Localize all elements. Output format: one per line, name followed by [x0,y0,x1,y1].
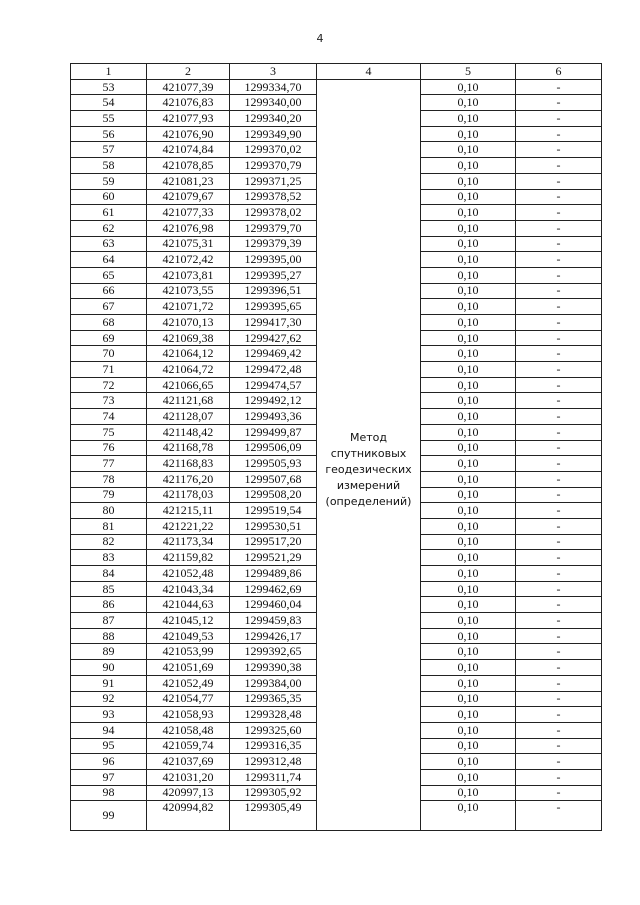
x-coordinate-cell: 421076,90 [147,126,230,142]
description-cell: - [516,267,602,283]
x-coordinate-cell: 421049,53 [147,628,230,644]
x-coordinate-cell: 421078,85 [147,158,230,174]
y-coordinate-cell: 1299392,65 [230,644,317,660]
description-cell: - [516,613,602,629]
point-number-cell: 72 [71,377,147,393]
description-cell: - [516,581,602,597]
y-coordinate-cell: 1299305,92 [230,785,317,801]
description-cell: - [516,534,602,550]
y-coordinate-cell: 1299519,54 [230,503,317,519]
accuracy-cell: 0,10 [421,252,516,268]
accuracy-cell: 0,10 [421,142,516,158]
description-cell: - [516,330,602,346]
x-coordinate-cell: 421071,72 [147,299,230,315]
accuracy-cell: 0,10 [421,691,516,707]
accuracy-cell: 0,10 [421,534,516,550]
y-coordinate-cell: 1299530,51 [230,518,317,534]
accuracy-cell: 0,10 [421,362,516,378]
column-header: 5 [421,64,516,80]
x-coordinate-cell: 421072,42 [147,252,230,268]
point-number-cell: 79 [71,487,147,503]
description-cell: - [516,471,602,487]
accuracy-cell: 0,10 [421,126,516,142]
point-number-cell: 96 [71,754,147,770]
y-coordinate-cell: 1299459,83 [230,613,317,629]
point-number-cell: 92 [71,691,147,707]
description-cell: - [516,158,602,174]
point-number-cell: 59 [71,173,147,189]
y-coordinate-cell: 1299371,25 [230,173,317,189]
point-number-cell: 87 [71,613,147,629]
y-coordinate-cell: 1299472,48 [230,362,317,378]
y-coordinate-cell: 1299396,51 [230,283,317,299]
x-coordinate-cell: 421073,55 [147,283,230,299]
accuracy-cell: 0,10 [421,487,516,503]
x-coordinate-cell: 421044,63 [147,597,230,613]
description-cell: - [516,691,602,707]
description-cell: - [516,299,602,315]
x-coordinate-cell: 421037,69 [147,754,230,770]
x-coordinate-cell: 421054,77 [147,691,230,707]
point-number-cell: 64 [71,252,147,268]
accuracy-cell: 0,10 [421,95,516,111]
x-coordinate-cell: 421058,93 [147,707,230,723]
point-number-cell: 61 [71,205,147,221]
table-header-row [71,64,602,80]
x-coordinate-cell: 421168,78 [147,440,230,456]
description-cell: - [516,111,602,127]
point-number-cell: 74 [71,409,147,425]
description-cell: - [516,173,602,189]
description-cell: - [516,393,602,409]
y-coordinate-cell: 1299390,38 [230,660,317,676]
y-coordinate-cell: 1299340,20 [230,111,317,127]
x-coordinate-cell: 421173,34 [147,534,230,550]
x-coordinate-cell: 421077,33 [147,205,230,221]
x-coordinate-cell: 421076,98 [147,220,230,236]
point-number-cell: 67 [71,299,147,315]
x-coordinate-cell: 421077,93 [147,111,230,127]
accuracy-cell: 0,10 [421,189,516,205]
description-cell: - [516,362,602,378]
accuracy-cell: 0,10 [421,205,516,221]
column-header: 6 [516,64,602,80]
y-coordinate-cell: 1299328,48 [230,707,317,723]
point-number-cell: 81 [71,518,147,534]
description-cell: - [516,487,602,503]
column-header: 1 [71,64,147,80]
accuracy-cell: 0,10 [421,801,516,831]
method-cell: Метод спутниковых геодезических измерений (определений) [317,79,421,831]
y-coordinate-cell: 1299395,27 [230,267,317,283]
y-coordinate-cell: 1299379,39 [230,236,317,252]
x-coordinate-cell: 421221,22 [147,518,230,534]
accuracy-cell: 0,10 [421,518,516,534]
accuracy-cell: 0,10 [421,79,516,95]
point-number-cell: 75 [71,424,147,440]
y-coordinate-cell: 1299517,20 [230,534,317,550]
y-coordinate-cell: 1299506,09 [230,440,317,456]
y-coordinate-cell: 1299340,00 [230,95,317,111]
description-cell: - [516,801,602,831]
accuracy-cell: 0,10 [421,754,516,770]
y-coordinate-cell: 1299492,12 [230,393,317,409]
y-coordinate-cell: 1299316,35 [230,738,317,754]
point-number-cell: 82 [71,534,147,550]
x-coordinate-cell: 421064,12 [147,346,230,362]
y-coordinate-cell: 1299311,74 [230,769,317,785]
x-coordinate-cell: 421075,31 [147,236,230,252]
y-coordinate-cell: 1299507,68 [230,471,317,487]
accuracy-cell: 0,10 [421,346,516,362]
y-coordinate-cell: 1299370,02 [230,142,317,158]
accuracy-cell: 0,10 [421,220,516,236]
accuracy-cell: 0,10 [421,330,516,346]
description-cell: - [516,205,602,221]
x-coordinate-cell: 421074,84 [147,142,230,158]
x-coordinate-cell: 420997,13 [147,785,230,801]
description-cell: - [516,644,602,660]
y-coordinate-cell: 1299378,52 [230,189,317,205]
x-coordinate-cell: 421168,83 [147,456,230,472]
x-coordinate-cell: 421052,48 [147,566,230,582]
accuracy-cell: 0,10 [421,785,516,801]
point-number-cell: 70 [71,346,147,362]
accuracy-cell: 0,10 [421,660,516,676]
point-number-cell: 99 [71,801,147,831]
x-coordinate-cell: 421176,20 [147,471,230,487]
description-cell: - [516,550,602,566]
column-header: 2 [147,64,230,80]
x-coordinate-cell: 421064,72 [147,362,230,378]
table-body [71,79,602,831]
description-cell: - [516,346,602,362]
point-number-cell: 54 [71,95,147,111]
description-cell: - [516,126,602,142]
y-coordinate-cell: 1299489,86 [230,566,317,582]
description-cell: - [516,283,602,299]
point-number-cell: 91 [71,675,147,691]
point-number-cell: 57 [71,142,147,158]
description-cell: - [516,440,602,456]
y-coordinate-cell: 1299365,35 [230,691,317,707]
point-number-cell: 66 [71,283,147,299]
y-coordinate-cell: 1299395,00 [230,252,317,268]
x-coordinate-cell: 421052,49 [147,675,230,691]
table-row [71,79,602,95]
description-cell: - [516,722,602,738]
point-number-cell: 71 [71,362,147,378]
y-coordinate-cell: 1299384,00 [230,675,317,691]
accuracy-cell: 0,10 [421,550,516,566]
accuracy-cell: 0,10 [421,440,516,456]
accuracy-cell: 0,10 [421,409,516,425]
point-number-cell: 76 [71,440,147,456]
y-coordinate-cell: 1299334,70 [230,79,317,95]
accuracy-cell: 0,10 [421,471,516,487]
description-cell: - [516,628,602,644]
y-coordinate-cell: 1299474,57 [230,377,317,393]
y-coordinate-cell: 1299462,69 [230,581,317,597]
description-cell: - [516,503,602,519]
description-cell: - [516,518,602,534]
y-coordinate-cell: 1299378,02 [230,205,317,221]
description-cell: - [516,377,602,393]
description-cell: - [516,189,602,205]
description-cell: - [516,424,602,440]
x-coordinate-cell: 421128,07 [147,409,230,425]
x-coordinate-cell: 421148,42 [147,424,230,440]
point-number-cell: 98 [71,785,147,801]
y-coordinate-cell: 1299395,65 [230,299,317,315]
point-number-cell: 56 [71,126,147,142]
y-coordinate-cell: 1299505,93 [230,456,317,472]
x-coordinate-cell: 421051,69 [147,660,230,676]
point-number-cell: 77 [71,456,147,472]
x-coordinate-cell: 421066,65 [147,377,230,393]
description-cell: - [516,79,602,95]
x-coordinate-cell: 421159,82 [147,550,230,566]
column-header: 4 [317,64,421,80]
accuracy-cell: 0,10 [421,503,516,519]
accuracy-cell: 0,10 [421,456,516,472]
accuracy-cell: 0,10 [421,283,516,299]
point-number-cell: 88 [71,628,147,644]
x-coordinate-cell: 421043,34 [147,581,230,597]
point-number-cell: 89 [71,644,147,660]
accuracy-cell: 0,10 [421,424,516,440]
point-number-cell: 73 [71,393,147,409]
column-header: 3 [230,64,317,80]
accuracy-cell: 0,10 [421,722,516,738]
description-cell: - [516,785,602,801]
description-cell: - [516,456,602,472]
x-coordinate-cell: 421053,99 [147,644,230,660]
x-coordinate-cell: 421081,23 [147,173,230,189]
point-number-cell: 58 [71,158,147,174]
y-coordinate-cell: 1299499,87 [230,424,317,440]
x-coordinate-cell: 421077,39 [147,79,230,95]
x-coordinate-cell: 421178,03 [147,487,230,503]
description-cell: - [516,409,602,425]
x-coordinate-cell: 421045,12 [147,613,230,629]
y-coordinate-cell: 1299349,90 [230,126,317,142]
x-coordinate-cell: 421076,83 [147,95,230,111]
y-coordinate-cell: 1299370,79 [230,158,317,174]
x-coordinate-cell: 421059,74 [147,738,230,754]
point-number-cell: 95 [71,738,147,754]
y-coordinate-cell: 1299508,20 [230,487,317,503]
accuracy-cell: 0,10 [421,173,516,189]
accuracy-cell: 0,10 [421,315,516,331]
point-number-cell: 69 [71,330,147,346]
x-coordinate-cell: 421121,68 [147,393,230,409]
point-number-cell: 55 [71,111,147,127]
accuracy-cell: 0,10 [421,644,516,660]
description-cell: - [516,95,602,111]
point-number-cell: 90 [71,660,147,676]
point-number-cell: 63 [71,236,147,252]
description-cell: - [516,754,602,770]
point-number-cell: 68 [71,315,147,331]
point-number-cell: 86 [71,597,147,613]
accuracy-cell: 0,10 [421,581,516,597]
point-number-cell: 83 [71,550,147,566]
description-cell: - [516,707,602,723]
y-coordinate-cell: 1299469,42 [230,346,317,362]
x-coordinate-cell: 421070,13 [147,315,230,331]
point-number-cell: 65 [71,267,147,283]
y-coordinate-cell: 1299426,17 [230,628,317,644]
x-coordinate-cell: 420994,82 [147,801,230,831]
accuracy-cell: 0,10 [421,267,516,283]
y-coordinate-cell: 1299305,49 [230,801,317,831]
x-coordinate-cell: 421069,38 [147,330,230,346]
point-number-cell: 97 [71,769,147,785]
point-number-cell: 60 [71,189,147,205]
description-cell: - [516,252,602,268]
description-cell: - [516,315,602,331]
description-cell: - [516,236,602,252]
y-coordinate-cell: 1299427,62 [230,330,317,346]
accuracy-cell: 0,10 [421,738,516,754]
y-coordinate-cell: 1299521,29 [230,550,317,566]
y-coordinate-cell: 1299460,04 [230,597,317,613]
accuracy-cell: 0,10 [421,566,516,582]
description-cell: - [516,660,602,676]
accuracy-cell: 0,10 [421,158,516,174]
accuracy-cell: 0,10 [421,111,516,127]
point-number-cell: 85 [71,581,147,597]
accuracy-cell: 0,10 [421,393,516,409]
description-cell: - [516,769,602,785]
point-number-cell: 80 [71,503,147,519]
accuracy-cell: 0,10 [421,299,516,315]
accuracy-cell: 0,10 [421,597,516,613]
accuracy-cell: 0,10 [421,613,516,629]
accuracy-cell: 0,10 [421,675,516,691]
accuracy-cell: 0,10 [421,377,516,393]
description-cell: - [516,220,602,236]
x-coordinate-cell: 421215,11 [147,503,230,519]
accuracy-cell: 0,10 [421,628,516,644]
accuracy-cell: 0,10 [421,707,516,723]
x-coordinate-cell: 421031,20 [147,769,230,785]
x-coordinate-cell: 421058,48 [147,722,230,738]
point-number-cell: 94 [71,722,147,738]
point-number-cell: 78 [71,471,147,487]
y-coordinate-cell: 1299493,36 [230,409,317,425]
point-number-cell: 62 [71,220,147,236]
point-number-cell: 93 [71,707,147,723]
y-coordinate-cell: 1299325,60 [230,722,317,738]
description-cell: - [516,738,602,754]
y-coordinate-cell: 1299417,30 [230,315,317,331]
description-cell: - [516,566,602,582]
x-coordinate-cell: 421073,81 [147,267,230,283]
y-coordinate-cell: 1299379,70 [230,220,317,236]
description-cell: - [516,675,602,691]
page-number: 4 [316,32,324,45]
point-number-cell: 84 [71,566,147,582]
accuracy-cell: 0,10 [421,769,516,785]
accuracy-cell: 0,10 [421,236,516,252]
y-coordinate-cell: 1299312,48 [230,754,317,770]
x-coordinate-cell: 421079,67 [147,189,230,205]
point-number-cell: 53 [71,79,147,95]
description-cell: - [516,142,602,158]
coordinates-table [70,63,602,831]
description-cell: - [516,597,602,613]
